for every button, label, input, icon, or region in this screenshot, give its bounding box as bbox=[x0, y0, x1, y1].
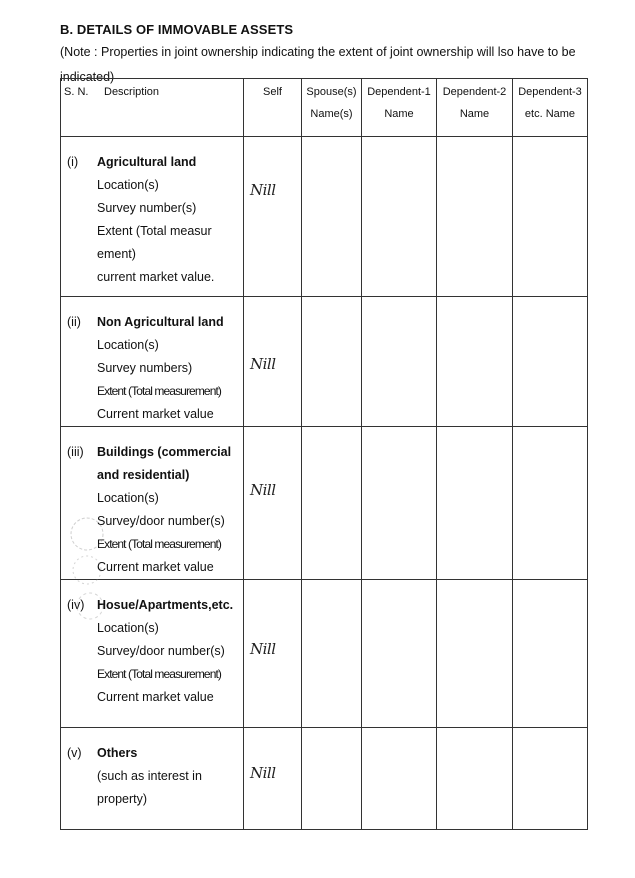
table-row bbox=[61, 137, 588, 297]
table-row bbox=[61, 728, 588, 830]
row-line: Survey/door number(s) bbox=[97, 644, 225, 658]
dependent-3-cell bbox=[513, 728, 588, 830]
row-description bbox=[61, 728, 244, 830]
header-dependent-3: Dependent-3 etc. Name bbox=[513, 79, 588, 137]
header-dependent-1: Dependent-1 Name bbox=[362, 79, 437, 137]
row-line: Location(s) bbox=[97, 491, 159, 505]
spouse-cell bbox=[302, 580, 362, 728]
header-dependent-2: Dependent-2 Name bbox=[437, 79, 513, 137]
row-line: Location(s) bbox=[97, 338, 159, 352]
row-line: Survey number(s) bbox=[97, 201, 197, 215]
section-heading: B. DETAILS OF IMMOVABLE ASSETS bbox=[60, 22, 294, 37]
row-number: (iii) bbox=[67, 445, 84, 459]
row-line: Extent (Total measurement) bbox=[97, 537, 221, 551]
faint-seal-stamp bbox=[62, 512, 112, 622]
row-line: Current market value bbox=[97, 407, 214, 421]
dependent-1-cell bbox=[362, 297, 437, 427]
row-description bbox=[61, 137, 244, 297]
header-description: Description bbox=[104, 86, 160, 98]
dependent-3-cell bbox=[513, 297, 588, 427]
header-sn-description bbox=[61, 79, 244, 137]
self-cell bbox=[244, 580, 302, 728]
row-line: current market value. bbox=[97, 270, 215, 284]
row-line: property) bbox=[97, 792, 148, 806]
row-line: ement) bbox=[97, 247, 136, 261]
handwritten-self-value: Nill bbox=[250, 355, 276, 373]
table-row bbox=[61, 427, 588, 580]
row-line: Location(s) bbox=[97, 621, 159, 635]
dependent-1-cell bbox=[362, 728, 437, 830]
handwritten-self-value: Nill bbox=[250, 640, 276, 658]
dependent-2-cell bbox=[437, 137, 513, 297]
row-line: (such as interest in bbox=[97, 769, 202, 783]
row-line: Extent (Total measur bbox=[97, 224, 212, 238]
row-title: Hosue/Apartments,etc. bbox=[97, 598, 234, 612]
spouse-cell bbox=[302, 297, 362, 427]
row-line: Location(s) bbox=[97, 178, 159, 192]
row-number: (v) bbox=[67, 746, 82, 760]
row-title: Agricultural land bbox=[97, 155, 197, 169]
spouse-cell bbox=[302, 427, 362, 580]
self-cell bbox=[244, 728, 302, 830]
immovable-assets-table bbox=[60, 78, 588, 830]
row-title: Others bbox=[97, 746, 138, 760]
row-number: (ii) bbox=[67, 315, 81, 329]
dependent-3-cell bbox=[513, 137, 588, 297]
header-self: Self bbox=[244, 79, 302, 137]
handwritten-self-value: Nill bbox=[250, 481, 276, 499]
self-cell bbox=[244, 297, 302, 427]
dependent-2-cell bbox=[437, 427, 513, 580]
handwritten-self-value: Nill bbox=[250, 181, 276, 199]
table-row bbox=[61, 580, 588, 728]
spouse-cell bbox=[302, 137, 362, 297]
dependent-2-cell bbox=[437, 580, 513, 728]
row-title: Non Agricultural land bbox=[97, 315, 224, 329]
table-row bbox=[61, 297, 588, 427]
self-cell bbox=[244, 137, 302, 297]
row-number: (i) bbox=[67, 155, 79, 169]
spouse-cell bbox=[302, 728, 362, 830]
row-line: Extent (Total measurement) bbox=[97, 384, 221, 398]
row-number: (iv) bbox=[67, 598, 85, 612]
row-title-continued: and residential) bbox=[97, 468, 190, 482]
header-sn: S. N. bbox=[64, 86, 89, 98]
dependent-2-cell bbox=[437, 728, 513, 830]
dependent-1-cell bbox=[362, 137, 437, 297]
table-header-row bbox=[61, 79, 588, 137]
row-line: Current market value bbox=[97, 560, 214, 574]
row-description bbox=[61, 297, 244, 427]
row-line: Current market value bbox=[97, 690, 214, 704]
row-title: Buildings (commercial bbox=[97, 445, 232, 459]
dependent-2-cell bbox=[437, 297, 513, 427]
header-spouse: Spouse(s) Name(s) bbox=[302, 79, 362, 137]
row-line: Survey numbers) bbox=[97, 361, 193, 375]
row-line: Survey/door number(s) bbox=[97, 514, 225, 528]
handwritten-self-value: Nill bbox=[250, 764, 276, 782]
ownership-note: (Note : Properties in joint ownership indicating the extent of joint ownership will lso have to be indicated) bbox=[60, 45, 576, 84]
dependent-3-cell bbox=[513, 427, 588, 580]
dependent-3-cell bbox=[513, 580, 588, 728]
dependent-1-cell bbox=[362, 580, 437, 728]
self-cell bbox=[244, 427, 302, 580]
row-line: Extent (Total measurement) bbox=[97, 667, 221, 681]
dependent-1-cell bbox=[362, 427, 437, 580]
